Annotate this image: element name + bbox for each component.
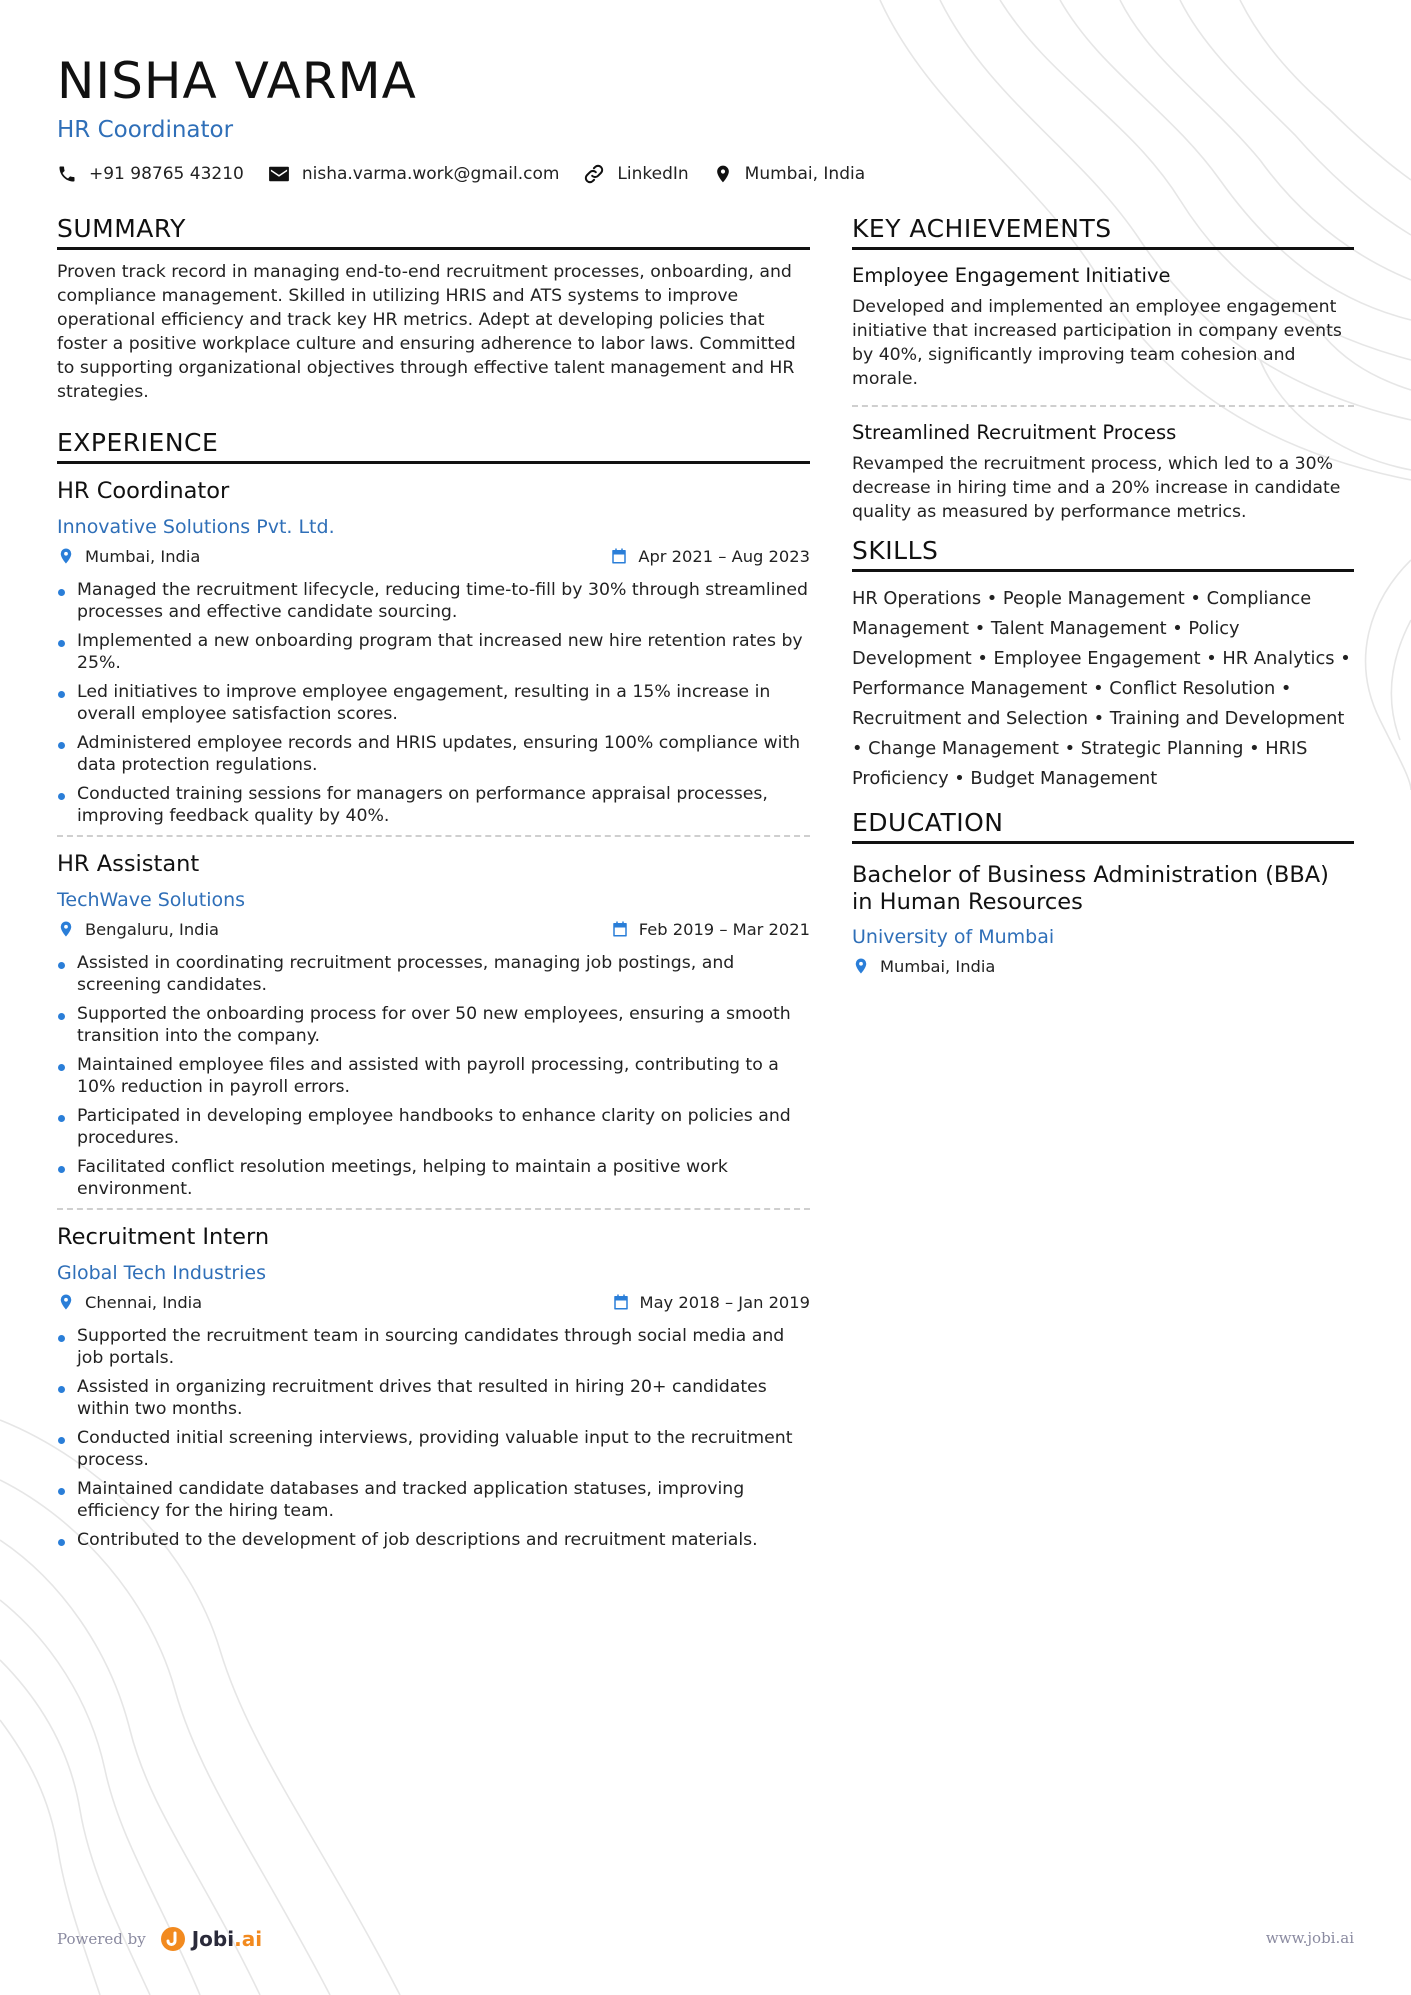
- job-bullet: Contributed to the development of job descriptions and recruitment materials.: [57, 1530, 810, 1552]
- experience-section: [57, 428, 810, 1552]
- job-location: [57, 919, 219, 939]
- skills-section: [852, 536, 1354, 794]
- education-heading: EDUCATION: [852, 808, 1354, 844]
- job-title: HR Coordinator: [57, 478, 230, 504]
- job-bullet: Implemented a new onboarding program that increased new hire retention rates by 25%.: [57, 631, 810, 674]
- achievement-text: Developed and implemented an employee engagement initiative that increased participation in company events by 40%, significantly improving team cohesion and morale.: [852, 297, 1342, 389]
- job-bullet: Administered employee records and HRIS updates, ensuring 100% compliance with data protection regulations.: [57, 733, 810, 776]
- achievement-title: Employee Engagement Initiative: [852, 264, 1171, 287]
- achievement-item: [852, 264, 1354, 407]
- education-degree: Bachelor of Business Administration (BBA) in Human Resources: [852, 862, 1329, 915]
- job-dates-text: May 2018 – Jan 2019: [639, 1292, 810, 1312]
- jobi-logo[interactable]: [160, 1926, 262, 1952]
- calendar-icon: [610, 547, 628, 565]
- link-icon: [583, 163, 605, 185]
- job-entry: [57, 478, 810, 837]
- powered-by-text: Powered by: [57, 1930, 146, 1948]
- contact-linkedin[interactable]: [583, 163, 688, 185]
- calendar-icon: [611, 920, 629, 938]
- footer-url[interactable]: www.jobi.ai: [1265, 1929, 1354, 1947]
- email-text: nisha.varma.work@gmail.com: [301, 164, 560, 184]
- location-pin-icon: [57, 919, 75, 939]
- education-school: University of Mumbai: [852, 926, 1055, 948]
- job-bullet: Participated in developing employee handbooks to enhance clarity on policies and procedures.: [57, 1106, 810, 1149]
- achievement-title: Streamlined Recruitment Process: [852, 421, 1177, 444]
- summary-text: Proven track record in managing end-to-end recruitment processes, onboarding, and compliance management. Skilled in utilizing HRIS and ATS systems to improve operational efficiency and track key HR metrics. Adept at developing policies that foster a positive workplace culture and ensuring adherence to labor laws. Committed to supporting organizational objectives through effective talent management and HR strategies.: [57, 262, 796, 402]
- calendar-icon: [612, 1293, 630, 1311]
- contact-bar: [57, 163, 889, 185]
- job-location-text: Chennai, India: [85, 1292, 203, 1312]
- job-divider: [57, 835, 810, 837]
- job-entry: [57, 1224, 810, 1552]
- skills-heading: SKILLS: [852, 536, 1354, 572]
- job-location: [57, 546, 200, 566]
- job-bullet: Maintained candidate databases and tracked application statuses, improving efficiency for the hiring team.: [57, 1479, 810, 1522]
- education-section: [852, 808, 1354, 976]
- mail-icon: [268, 165, 290, 183]
- location-pin-icon: [713, 163, 733, 185]
- job-meta: [57, 1292, 810, 1312]
- job-company: Innovative Solutions Pvt. Ltd.: [57, 516, 335, 538]
- brand-suffix: .ai: [234, 1927, 263, 1951]
- candidate-role: HR Coordinator: [57, 117, 234, 143]
- job-company: Global Tech Industries: [57, 1262, 267, 1284]
- brand-main: Jobi: [191, 1927, 235, 1951]
- job-location: [57, 1292, 202, 1312]
- job-bullet: Led initiatives to improve employee engagement, resulting in a 15% increase in overall employee satisfaction scores.: [57, 682, 810, 725]
- location-pin-icon: [57, 546, 75, 566]
- job-bullets: [57, 580, 810, 827]
- job-dates-text: Apr 2021 – Aug 2023: [638, 546, 810, 566]
- location-pin-icon: [852, 956, 870, 976]
- phone-icon: [57, 164, 77, 184]
- contact-phone[interactable]: [57, 164, 244, 184]
- job-company: TechWave Solutions: [57, 889, 246, 911]
- right-column: [852, 214, 1354, 976]
- job-divider: [57, 1208, 810, 1210]
- job-bullet: Facilitated conflict resolution meetings, helping to maintain a positive work environment.: [57, 1157, 810, 1200]
- job-bullets: [57, 1326, 810, 1552]
- job-bullet: Maintained employee files and assisted with payroll processing, contributing to a 10% reduction in payroll errors.: [57, 1055, 810, 1098]
- summary-heading: SUMMARY: [57, 214, 810, 250]
- job-dates: [610, 547, 810, 566]
- job-bullet: Assisted in coordinating recruitment processes, managing job postings, and screening candidates.: [57, 953, 810, 996]
- job-entry: [57, 851, 810, 1210]
- education-location: [852, 956, 1354, 976]
- job-location-text: Mumbai, India: [85, 546, 201, 566]
- education-location-text: Mumbai, India: [880, 956, 996, 976]
- footer-powered-by: [57, 1926, 262, 1952]
- job-title: Recruitment Intern: [57, 1224, 270, 1250]
- job-meta: [57, 546, 810, 566]
- achievements-heading: KEY ACHIEVEMENTS: [852, 214, 1354, 250]
- experience-heading: EXPERIENCE: [57, 428, 810, 464]
- job-bullet: Assisted in organizing recruitment drives that resulted in hiring 20+ candidates within two months.: [57, 1377, 810, 1420]
- job-title: HR Assistant: [57, 851, 200, 877]
- achievement-text: Revamped the recruitment process, which led to a 30% decrease in hiring time and a 20% increase in candidate quality as measured by performance metrics.: [852, 454, 1341, 522]
- job-bullet: Supported the onboarding process for over 50 new employees, ensuring a smooth transition into the company.: [57, 1004, 810, 1047]
- jobi-logo-icon: [160, 1926, 186, 1952]
- linkedin-text: LinkedIn: [617, 164, 689, 184]
- job-meta: [57, 919, 810, 939]
- phone-text: +91 98765 43210: [89, 164, 244, 184]
- job-bullet: Supported the recruitment team in sourcing candidates through social media and job portals.: [57, 1326, 810, 1369]
- job-bullet: Conducted training sessions for managers on performance appraisal processes, improving feedback quality by 40%.: [57, 784, 810, 827]
- achievement-divider: [852, 405, 1354, 407]
- job-dates: [611, 920, 810, 939]
- job-location-text: Bengaluru, India: [85, 919, 219, 939]
- job-dates-text: Feb 2019 – Mar 2021: [638, 919, 810, 939]
- job-bullet: Conducted initial screening interviews, providing valuable input to the recruitment process.: [57, 1428, 810, 1471]
- location-pin-icon: [57, 1292, 75, 1312]
- job-bullets: [57, 953, 810, 1200]
- job-dates: [612, 1293, 810, 1312]
- location-text: Mumbai, India: [744, 164, 866, 184]
- contact-email[interactable]: [268, 164, 560, 184]
- candidate-name: NISHA VARMA: [57, 52, 417, 110]
- left-column: [57, 214, 810, 1560]
- job-bullet: Managed the recruitment lifecycle, reducing time-to-fill by 30% through streamlined processes and effective candidate sourcing.: [57, 580, 810, 623]
- achievement-item: [852, 421, 1354, 524]
- contact-location: [713, 163, 865, 185]
- skills-list: HR Operations • People Management • Compliance Management • Talent Management • Policy Development • Employee Engagement • HR Analytics • Performance Management • Conflict Resolution • Recruitment and Selection • Training and Development • Change Management • Strategic Planning • HRIS Proficiency • Budget Management: [852, 588, 1351, 789]
